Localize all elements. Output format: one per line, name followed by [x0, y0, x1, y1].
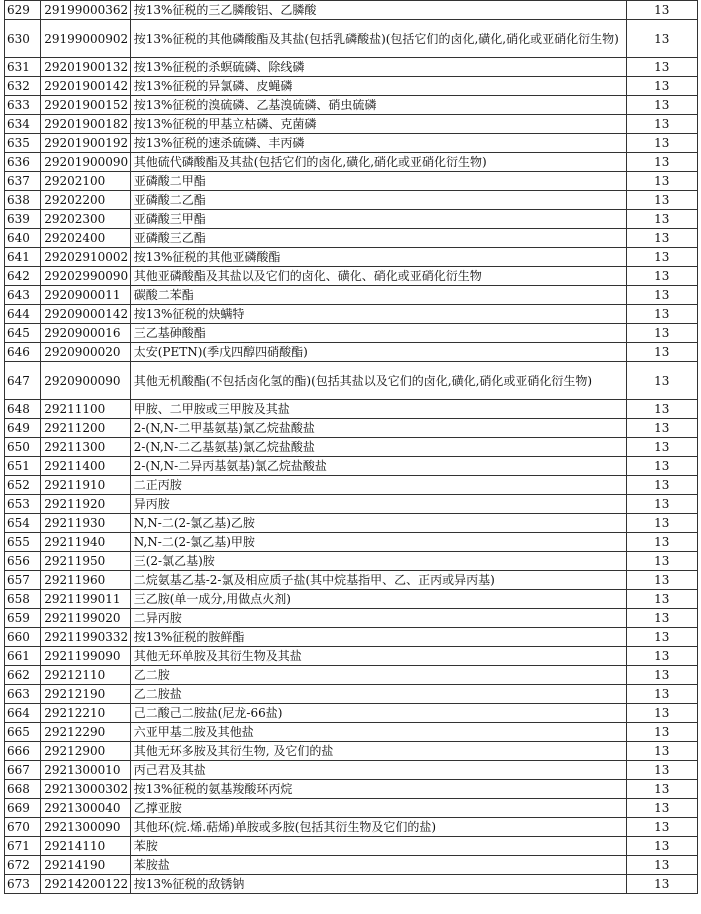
row-number-cell: 663 [5, 685, 41, 704]
table-row [5, 628, 698, 647]
tax-rate-cell: 13 [626, 191, 697, 210]
hs-code-cell: 29213000302 [41, 780, 131, 799]
product-name-cell: 按13%征税的其他磷酸酯及其盐(包括乳磷酸盐)(包括它们的卤化,磺化,硝化或亚硝化衍生物) [130, 20, 626, 58]
tax-rate-cell: 13 [626, 286, 697, 305]
row-number-cell: 635 [5, 134, 41, 153]
row-number-cell: 643 [5, 286, 41, 305]
tax-rate-cell: 13 [626, 609, 697, 628]
hs-code-cell: 29202400 [41, 229, 131, 248]
hs-code-cell: 29211920 [41, 495, 131, 514]
hs-code-cell: 29211100 [41, 400, 131, 419]
row-number-cell: 632 [5, 77, 41, 96]
hs-code-cell: 2921300010 [41, 761, 131, 780]
hs-code-cell: 29212900 [41, 742, 131, 761]
row-number-cell: 640 [5, 229, 41, 248]
product-name-cell: 苯胺 [130, 837, 626, 856]
table-row [5, 666, 698, 685]
row-number-cell: 668 [5, 780, 41, 799]
hs-code-cell: 2920900020 [41, 343, 131, 362]
hs-code-cell: 2920900011 [41, 286, 131, 305]
row-number-cell: 669 [5, 799, 41, 818]
row-number-cell: 657 [5, 571, 41, 590]
row-number-cell: 633 [5, 96, 41, 115]
tax-rate-cell: 13 [626, 533, 697, 552]
tax-rate-cell: 13 [626, 761, 697, 780]
row-number-cell: 662 [5, 666, 41, 685]
product-name-cell: 六亚甲基二胺及其他盐 [130, 723, 626, 742]
row-number-cell: 660 [5, 628, 41, 647]
tax-rate-cell: 13 [626, 723, 697, 742]
table-row [5, 248, 698, 267]
hs-code-cell: 29211300 [41, 438, 131, 457]
hs-code-cell: 29211910 [41, 476, 131, 495]
product-name-cell: 按13%征税的速杀硫磷、丰丙磷 [130, 134, 626, 153]
tax-rate-cell: 13 [626, 134, 697, 153]
table-row [5, 552, 698, 571]
product-name-cell: 苯胺盐 [130, 856, 626, 875]
product-name-cell: N,N-二(2-氯乙基)乙胺 [130, 514, 626, 533]
product-name-cell: 其他硫代磷酸酯及其盐(包括它们的卤化,磺化,硝化或亚硝化衍生物) [130, 153, 626, 172]
row-number-cell: 638 [5, 191, 41, 210]
hs-code-cell: 29211990332 [41, 628, 131, 647]
hs-code-cell: 29201900132 [41, 58, 131, 77]
row-number-cell: 661 [5, 647, 41, 666]
table-row [5, 191, 698, 210]
product-name-cell: 二正丙胺 [130, 476, 626, 495]
hs-code-cell: 29201900090 [41, 153, 131, 172]
product-name-cell: 其他无环多胺及其衍生物, 及它们的盐 [130, 742, 626, 761]
hs-code-cell: 2921300090 [41, 818, 131, 837]
product-name-cell: 乙二胺盐 [130, 685, 626, 704]
hs-code-cell: 2921199011 [41, 590, 131, 609]
hs-code-cell: 29201900152 [41, 96, 131, 115]
tax-rate-cell: 13 [626, 837, 697, 856]
hs-code-cell: 29209000142 [41, 305, 131, 324]
tax-rate-cell: 13 [626, 666, 697, 685]
product-name-cell: 按13%征税的氨基羧酸环丙烷 [130, 780, 626, 799]
hs-code-cell: 2920900016 [41, 324, 131, 343]
product-name-cell: 按13%征税的甲基立枯磷、克菌磷 [130, 115, 626, 134]
tax-rate-cell: 13 [626, 229, 697, 248]
tax-rate-cell: 13 [626, 875, 697, 894]
hs-code-cell: 2921300040 [41, 799, 131, 818]
table-row [5, 799, 698, 818]
row-number-cell: 672 [5, 856, 41, 875]
product-name-cell: 按13%征税的胺鲜酯 [130, 628, 626, 647]
row-number-cell: 629 [5, 1, 41, 20]
product-name-cell: 三(2-氯乙基)胺 [130, 552, 626, 571]
tax-rate-cell: 13 [626, 172, 697, 191]
row-number-cell: 641 [5, 248, 41, 267]
row-number-cell: 646 [5, 343, 41, 362]
tax-rate-cell: 13 [626, 514, 697, 533]
tax-rate-cell: 13 [626, 628, 697, 647]
table-row [5, 533, 698, 552]
table-row [5, 856, 698, 875]
hs-code-cell: 29201900142 [41, 77, 131, 96]
product-name-cell: 碳酸二苯酯 [130, 286, 626, 305]
hs-code-cell: 29214110 [41, 837, 131, 856]
tax-rate-cell: 13 [626, 438, 697, 457]
table-row [5, 134, 698, 153]
hs-code-cell: 29211950 [41, 552, 131, 571]
row-number-cell: 656 [5, 552, 41, 571]
product-name-cell: 其他无环单胺及其衍生物及其盐 [130, 647, 626, 666]
product-name-cell: 按13%征税的溴硫磷、乙基溴硫磷、硝虫硫磷 [130, 96, 626, 115]
hs-code-cell: 2920900090 [41, 362, 131, 400]
row-number-cell: 634 [5, 115, 41, 134]
table-row [5, 324, 698, 343]
table-row [5, 1, 698, 20]
hs-code-cell: 29199000902 [41, 20, 131, 58]
row-number-cell: 637 [5, 172, 41, 191]
row-number-cell: 671 [5, 837, 41, 856]
tax-rate-cell: 13 [626, 685, 697, 704]
product-name-cell: 其他无机酸酯(不包括卤化氢的酯)(包括其盐以及它们的卤化,磺化,硝化或亚硝化衍生物) [130, 362, 626, 400]
tax-rate-cell: 13 [626, 780, 697, 799]
hs-code-cell: 29212210 [41, 704, 131, 723]
row-number-cell: 664 [5, 704, 41, 723]
row-number-cell: 666 [5, 742, 41, 761]
table-row [5, 761, 698, 780]
product-name-cell: 亚磷酸三乙酯 [130, 229, 626, 248]
table-row [5, 704, 698, 723]
tax-rate-cell: 13 [626, 267, 697, 286]
hs-code-cell: 29212110 [41, 666, 131, 685]
row-number-cell: 649 [5, 419, 41, 438]
row-number-cell: 659 [5, 609, 41, 628]
tax-rate-cell: 13 [626, 343, 697, 362]
hs-code-cell: 29199000362 [41, 1, 131, 20]
tax-rate-cell: 13 [626, 210, 697, 229]
tax-rate-cell: 13 [626, 20, 697, 58]
row-number-cell: 658 [5, 590, 41, 609]
row-number-cell: 655 [5, 533, 41, 552]
product-name-cell: 亚磷酸三甲酯 [130, 210, 626, 229]
row-number-cell: 667 [5, 761, 41, 780]
table-row [5, 286, 698, 305]
table-row [5, 172, 698, 191]
row-number-cell: 648 [5, 400, 41, 419]
product-name-cell: 按13%征税的敌锈钠 [130, 875, 626, 894]
hs-code-cell: 29214200122 [41, 875, 131, 894]
product-name-cell: 按13%征税的其他亚磷酸酯 [130, 248, 626, 267]
product-name-cell: 2-(N,N-二异丙基氨基)氯乙烷盐酸盐 [130, 457, 626, 476]
product-name-cell: 按13%征税的异氯磷、皮蝇磷 [130, 77, 626, 96]
tax-rate-cell: 13 [626, 495, 697, 514]
tax-rate-cell: 13 [626, 400, 697, 419]
product-name-cell: 己二酸己二胺盐(尼龙-66盐) [130, 704, 626, 723]
hs-code-cell: 29202300 [41, 210, 131, 229]
hs-code-cell: 2921199020 [41, 609, 131, 628]
product-name-cell: 异丙胺 [130, 495, 626, 514]
table-row [5, 343, 698, 362]
table-row [5, 58, 698, 77]
product-name-cell: 甲胺、二甲胺或三甲胺及其盐 [130, 400, 626, 419]
table-row [5, 96, 698, 115]
table-row [5, 685, 698, 704]
table-row [5, 229, 698, 248]
tax-rate-cell: 13 [626, 742, 697, 761]
hs-code-cell: 29211960 [41, 571, 131, 590]
product-name-cell: 三乙基砷酸酯 [130, 324, 626, 343]
table-row [5, 609, 698, 628]
table-row [5, 818, 698, 837]
table-row [5, 875, 698, 894]
row-number-cell: 651 [5, 457, 41, 476]
hs-code-cell: 29202910002 [41, 248, 131, 267]
tax-rate-cell: 13 [626, 856, 697, 875]
table-row [5, 267, 698, 286]
product-name-cell: 亚磷酸二甲酯 [130, 172, 626, 191]
hs-code-cell: 29211940 [41, 533, 131, 552]
product-name-cell: 乙撑亚胺 [130, 799, 626, 818]
table-row [5, 362, 698, 400]
row-number-cell: 673 [5, 875, 41, 894]
table-row [5, 476, 698, 495]
row-number-cell: 652 [5, 476, 41, 495]
tax-rate-cell: 13 [626, 115, 697, 134]
row-number-cell: 630 [5, 20, 41, 58]
product-name-cell: 其他亚磷酸酯及其盐以及它们的卤化、磺化、硝化或亚硝化衍生物 [130, 267, 626, 286]
product-name-cell: 三乙胺(单一成分,用做点火剂) [130, 590, 626, 609]
row-number-cell: 650 [5, 438, 41, 457]
hs-code-cell: 2921199090 [41, 647, 131, 666]
tax-rate-cell: 13 [626, 96, 697, 115]
table-row [5, 742, 698, 761]
hs-code-cell: 29202200 [41, 191, 131, 210]
table-row [5, 571, 698, 590]
tax-rate-table [4, 0, 698, 894]
product-name-cell: 二烷氨基乙基-2-氯及相应质子盐(其中烷基指甲、乙、正丙或异丙基) [130, 571, 626, 590]
hs-code-cell: 29212290 [41, 723, 131, 742]
table-row [5, 419, 698, 438]
row-number-cell: 639 [5, 210, 41, 229]
row-number-cell: 654 [5, 514, 41, 533]
product-name-cell: 按13%征税的炔螨特 [130, 305, 626, 324]
product-name-cell: 其他环(烷.烯.萜烯)单胺或多胺(包括其衍生物及它们的盐) [130, 818, 626, 837]
table-row [5, 590, 698, 609]
hs-code-cell: 29201900182 [41, 115, 131, 134]
hs-code-cell: 29202990090 [41, 267, 131, 286]
hs-code-cell: 29211930 [41, 514, 131, 533]
tax-rate-cell: 13 [626, 647, 697, 666]
product-name-cell: N,N-二(2-氯乙基)甲胺 [130, 533, 626, 552]
hs-code-cell: 29211400 [41, 457, 131, 476]
table-row [5, 780, 698, 799]
product-name-cell: 二异丙胺 [130, 609, 626, 628]
tax-rate-cell: 13 [626, 590, 697, 609]
product-name-cell: 按13%征税的三乙膦酸铝、乙膦酸 [130, 1, 626, 20]
table-row [5, 837, 698, 856]
table-row [5, 495, 698, 514]
table-row [5, 400, 698, 419]
row-number-cell: 642 [5, 267, 41, 286]
row-number-cell: 670 [5, 818, 41, 837]
row-number-cell: 665 [5, 723, 41, 742]
product-name-cell: 乙二胺 [130, 666, 626, 685]
row-number-cell: 644 [5, 305, 41, 324]
tax-rate-cell: 13 [626, 818, 697, 837]
tax-rate-cell: 13 [626, 457, 697, 476]
table-row [5, 20, 698, 58]
table-row [5, 115, 698, 134]
row-number-cell: 636 [5, 153, 41, 172]
product-name-cell: 丙己君及其盐 [130, 761, 626, 780]
product-name-cell: 按13%征税的杀螟硫磷、除线磷 [130, 58, 626, 77]
hs-code-cell: 29202100 [41, 172, 131, 191]
tax-rate-cell: 13 [626, 476, 697, 495]
table-row [5, 647, 698, 666]
row-number-cell: 631 [5, 58, 41, 77]
tax-rate-cell: 13 [626, 1, 697, 20]
tax-rate-cell: 13 [626, 799, 697, 818]
table-row [5, 457, 698, 476]
tax-rate-cell: 13 [626, 552, 697, 571]
product-name-cell: 2-(N,N-二甲基氨基)氯乙烷盐酸盐 [130, 419, 626, 438]
table-body [5, 1, 698, 894]
table-row [5, 77, 698, 96]
row-number-cell: 645 [5, 324, 41, 343]
hs-code-cell: 29201900192 [41, 134, 131, 153]
tax-rate-cell: 13 [626, 77, 697, 96]
row-number-cell: 653 [5, 495, 41, 514]
hs-code-cell: 29212190 [41, 685, 131, 704]
table-row [5, 153, 698, 172]
row-number-cell: 647 [5, 362, 41, 400]
tax-rate-cell: 13 [626, 362, 697, 400]
product-name-cell: 亚磷酸二乙酯 [130, 191, 626, 210]
table-row [5, 438, 698, 457]
tax-rate-cell: 13 [626, 305, 697, 324]
table-row [5, 514, 698, 533]
product-name-cell: 2-(N,N-二乙基氨基)氯乙烷盐酸盐 [130, 438, 626, 457]
hs-code-cell: 29214190 [41, 856, 131, 875]
tax-rate-cell: 13 [626, 153, 697, 172]
tax-rate-cell: 13 [626, 248, 697, 267]
product-name-cell: 太安(PETN)(季戊四醇四硝酸酯) [130, 343, 626, 362]
table-row [5, 305, 698, 324]
tax-rate-cell: 13 [626, 704, 697, 723]
tax-rate-cell: 13 [626, 419, 697, 438]
hs-code-cell: 29211200 [41, 419, 131, 438]
table-row [5, 723, 698, 742]
table-row [5, 210, 698, 229]
tax-rate-cell: 13 [626, 58, 697, 77]
tax-rate-cell: 13 [626, 571, 697, 590]
tax-rate-cell: 13 [626, 324, 697, 343]
